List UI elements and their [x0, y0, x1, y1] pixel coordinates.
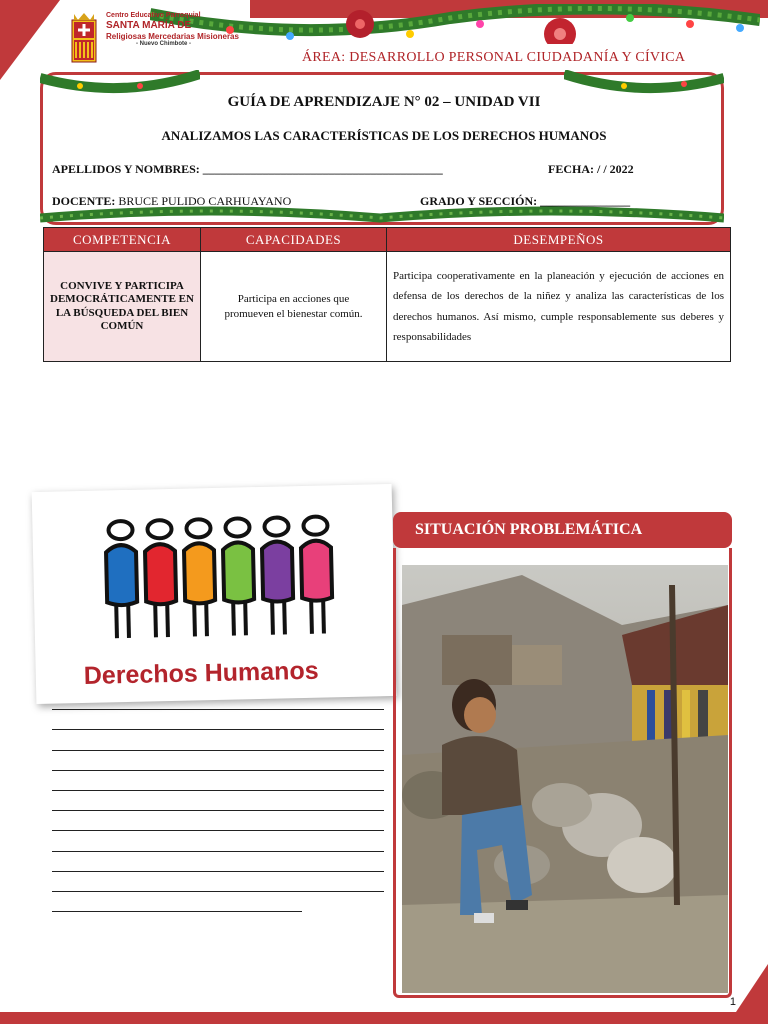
header-desempenos: DESEMPEÑOS	[387, 228, 731, 252]
person-figure-icon	[261, 517, 294, 635]
date-field[interactable]: FECHA: / / 2022	[548, 162, 634, 176]
person-figure-icon	[222, 518, 255, 636]
guide-title: GUÍA DE APRENDIZAJE N° 02 – UNIDAD VII	[227, 94, 541, 110]
header-competencia: COMPETENCIA	[44, 228, 201, 252]
teacher-row	[52, 194, 291, 209]
cell-capacidades: Participa en acciones que promueven el bienestar común.	[201, 252, 387, 362]
names-field[interactable]: APELLIDOS Y NOMBRES: ________________________________________	[52, 162, 443, 176]
human-rights-image-card	[32, 484, 397, 704]
table-row	[44, 252, 731, 362]
logo-line1: Centro Educativo Parroquial	[106, 12, 201, 19]
human-rights-illustration	[32, 484, 397, 704]
teacher-name: BRUCE PULIDO CARHUAYANO	[118, 194, 292, 208]
page-number: 1	[729, 996, 736, 1008]
image-caption: Derechos Humanos	[83, 656, 319, 690]
person-figure-icon	[144, 520, 177, 638]
child-poverty-photo	[402, 565, 728, 993]
logo-line4: - Nuevo Chimbote -	[136, 40, 191, 47]
competency-table	[43, 227, 731, 362]
corner-decoration-top-left	[0, 0, 60, 80]
situation-title: SITUACIÓN PROBLEMÁTICA	[393, 512, 732, 548]
logo-line3: Religiosas Mercedarias Misioneras	[106, 31, 239, 41]
crest-icon	[68, 12, 100, 68]
teacher-label: DOCENTE:	[52, 194, 119, 208]
header-capacidades: CAPACIDADES	[201, 228, 387, 252]
area-title: ÁREA: DESARROLLO PERSONAL CIUDADANÍA Y CÍVICA	[302, 50, 686, 65]
cell-desempenos: Participa cooperativamente en la planeación y ejecución de acciones en defensa de los derechos de la niñez y analiza las características de los derechos humanos. Así mismo, cumple responsablemente sus deberes y responsabilidades	[387, 252, 731, 362]
person-figure-icon	[183, 519, 216, 637]
bottom-band	[0, 1012, 768, 1024]
grade-section-field[interactable]: GRADO Y SECCIÓN: _______________	[420, 194, 631, 208]
school-logo	[68, 12, 243, 68]
guide-subtitle: ANALIZAMOS LAS CARACTERÍSTICAS DE LOS DERECHOS HUMANOS	[161, 128, 607, 143]
person-figure-icon	[105, 521, 138, 639]
cell-competencia: CONVIVE Y PARTICIPA DEMOCRÁTICAMENTE EN LA BÚSQUEDA DEL BIEN COMÚN	[44, 252, 201, 362]
logo-line2: SANTA MARÍA DE	[106, 20, 192, 32]
writing-lines[interactable]	[52, 690, 384, 912]
person-figure-icon	[300, 516, 333, 634]
